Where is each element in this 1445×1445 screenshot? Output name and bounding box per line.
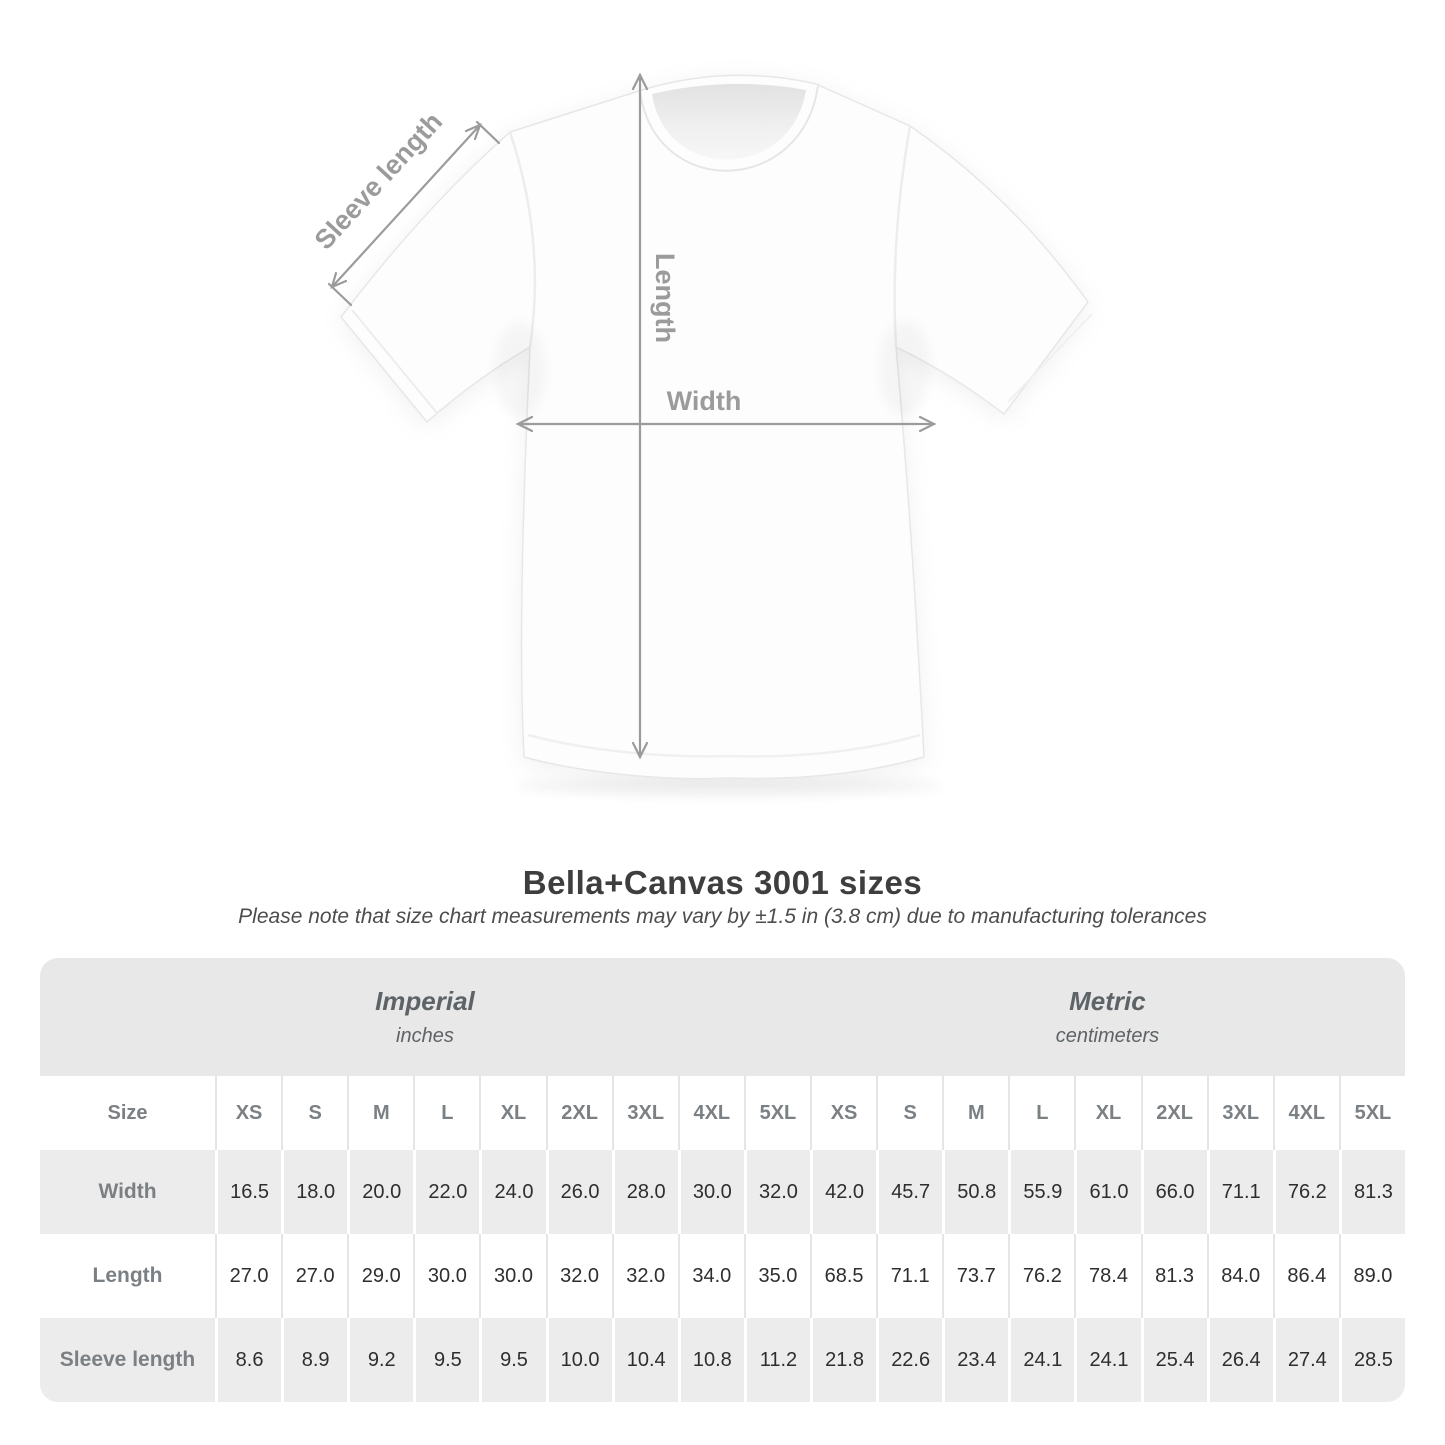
size-header: 3XL xyxy=(1207,1076,1273,1150)
table-cell: 66.0 xyxy=(1141,1150,1207,1234)
size-table xyxy=(40,958,1405,1402)
page-subtitle: Please note that size chart measurements may vary by ±1.5 in (3.8 cm) due to manufacturing tolerances xyxy=(238,905,1207,928)
table-cell: 50.8 xyxy=(942,1150,1008,1234)
table-cell: 27.4 xyxy=(1273,1318,1339,1402)
size-header: L xyxy=(413,1076,479,1150)
table-cell: 61.0 xyxy=(1074,1150,1140,1234)
table-cell: 24.1 xyxy=(1074,1318,1140,1402)
table-cell: 81.3 xyxy=(1339,1150,1405,1234)
table-cell: 23.4 xyxy=(942,1318,1008,1402)
table-cell: 28.0 xyxy=(612,1150,678,1234)
page-title: Bella+Canvas 3001 sizes xyxy=(522,864,923,901)
table-cell: 21.8 xyxy=(810,1318,876,1402)
table-cell: 24.1 xyxy=(1008,1318,1074,1402)
table-cell: 16.5 xyxy=(215,1150,281,1234)
imperial-group-header xyxy=(40,958,810,1076)
table-cell: 86.4 xyxy=(1273,1234,1339,1318)
table-cell: 42.0 xyxy=(810,1150,876,1234)
table-cell: 24.0 xyxy=(479,1150,545,1234)
table-cell: 27.0 xyxy=(281,1234,347,1318)
table-cell: 32.0 xyxy=(612,1234,678,1318)
metric-group-header xyxy=(810,958,1405,1076)
size-header: M xyxy=(942,1076,1008,1150)
shirt-ground-shadow xyxy=(514,777,944,795)
table-cell: 28.5 xyxy=(1339,1318,1405,1402)
row-label: Length xyxy=(92,1264,163,1287)
size-header: XL xyxy=(1074,1076,1140,1150)
table-cell: 8.6 xyxy=(215,1318,281,1402)
size-header: 5XL xyxy=(1339,1076,1405,1150)
table-cell: 84.0 xyxy=(1207,1234,1273,1318)
size-header: 2XL xyxy=(546,1076,612,1150)
size-header: XS xyxy=(810,1076,876,1150)
table-cell: 10.4 xyxy=(612,1318,678,1402)
table-cell: 76.2 xyxy=(1273,1150,1339,1234)
table-cell: 18.0 xyxy=(281,1150,347,1234)
imperial-unit: inches xyxy=(396,1025,454,1047)
size-header: L xyxy=(1008,1076,1074,1150)
size-header: XS xyxy=(215,1076,281,1150)
table-cell: 26.0 xyxy=(546,1150,612,1234)
table-cell: 22.6 xyxy=(876,1318,942,1402)
table-row-sleeve-length xyxy=(40,1318,1405,1402)
table-cell: 71.1 xyxy=(876,1234,942,1318)
size-column-header: Size xyxy=(107,1101,148,1124)
tshirt-body xyxy=(341,75,1088,778)
table-cell: 20.0 xyxy=(347,1150,413,1234)
sleeve-length-label: Sleeve length xyxy=(308,106,449,256)
size-header: 4XL xyxy=(1273,1076,1339,1150)
size-header: S xyxy=(876,1076,942,1150)
table-cell: 35.0 xyxy=(744,1234,810,1318)
size-header: 2XL xyxy=(1141,1076,1207,1150)
length-label: Length xyxy=(650,253,680,343)
size-header: 3XL xyxy=(612,1076,678,1150)
table-cell: 8.9 xyxy=(281,1318,347,1402)
table-cell: 29.0 xyxy=(347,1234,413,1318)
table-cell: 68.5 xyxy=(810,1234,876,1318)
imperial-label: Imperial xyxy=(375,986,475,1016)
table-cell: 32.0 xyxy=(744,1150,810,1234)
unit-header-band xyxy=(40,958,1405,1076)
table-cell: 26.4 xyxy=(1207,1318,1273,1402)
left-armpit-shading xyxy=(494,322,546,418)
table-cell: 89.0 xyxy=(1339,1234,1405,1318)
table-row-width xyxy=(40,1150,1405,1234)
table-cell: 78.4 xyxy=(1074,1234,1140,1318)
size-header: M xyxy=(347,1076,413,1150)
table-cell: 30.0 xyxy=(413,1234,479,1318)
table-cell: 73.7 xyxy=(942,1234,1008,1318)
table-cell: 30.0 xyxy=(678,1150,744,1234)
table-cell: 25.4 xyxy=(1141,1318,1207,1402)
row-label: Width xyxy=(98,1180,157,1203)
table-cell: 76.2 xyxy=(1008,1234,1074,1318)
table-cell: 30.0 xyxy=(479,1234,545,1318)
table-cell: 27.0 xyxy=(215,1234,281,1318)
size-header: 4XL xyxy=(678,1076,744,1150)
size-header: 5XL xyxy=(744,1076,810,1150)
metric-label: Metric xyxy=(1069,986,1146,1016)
table-cell: 22.0 xyxy=(413,1150,479,1234)
table-cell: 55.9 xyxy=(1008,1150,1074,1234)
table-cell: 10.0 xyxy=(546,1318,612,1402)
right-armpit-shading xyxy=(879,320,931,416)
size-header: S xyxy=(281,1076,347,1150)
row-label: Sleeve length xyxy=(59,1348,196,1371)
table-cell: 71.1 xyxy=(1207,1150,1273,1234)
metric-unit: centimeters xyxy=(1055,1025,1160,1047)
size-header: XL xyxy=(479,1076,545,1150)
table-cell: 81.3 xyxy=(1141,1234,1207,1318)
table-cell: 9.2 xyxy=(347,1318,413,1402)
table-cell: 9.5 xyxy=(413,1318,479,1402)
table-cell: 32.0 xyxy=(546,1234,612,1318)
width-label: Width xyxy=(666,386,742,416)
table-cell: 11.2 xyxy=(744,1318,810,1402)
table-cell: 10.8 xyxy=(678,1318,744,1402)
table-cell: 9.5 xyxy=(479,1318,545,1402)
table-cell: 45.7 xyxy=(876,1150,942,1234)
table-row-length xyxy=(40,1234,1405,1318)
size-header-row xyxy=(40,1076,1405,1150)
table-cell: 34.0 xyxy=(678,1234,744,1318)
